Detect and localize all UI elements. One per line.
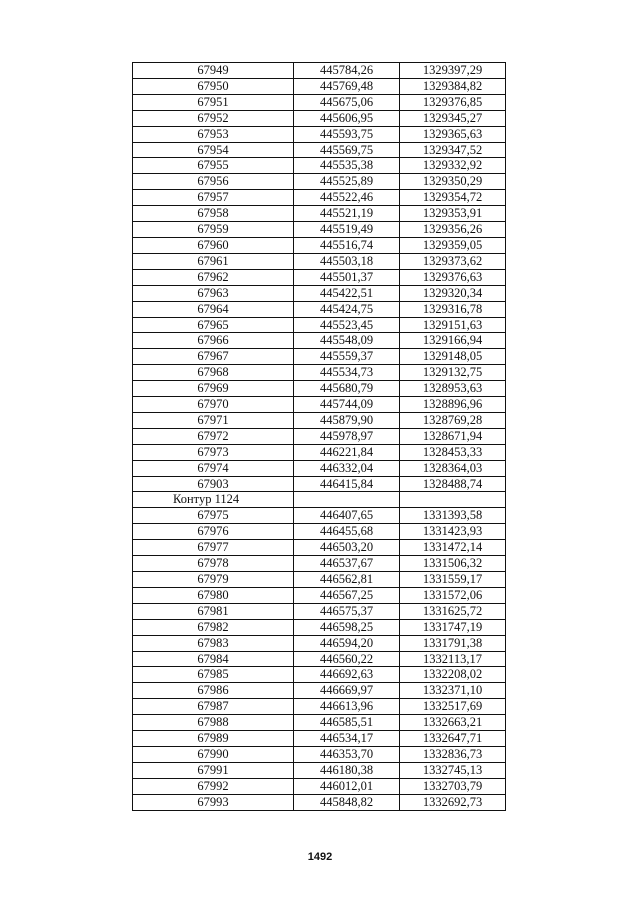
table-row xyxy=(133,762,506,778)
y-coordinate-cell: 1332692,73 xyxy=(400,794,506,810)
x-coordinate-cell: 445525,89 xyxy=(294,174,400,190)
table-row xyxy=(133,603,506,619)
y-coordinate-cell: 1331747,19 xyxy=(400,619,506,635)
table-row xyxy=(133,78,506,94)
table-row xyxy=(133,715,506,731)
y-coordinate-cell: 1329365,63 xyxy=(400,126,506,142)
x-coordinate-cell: 445503,18 xyxy=(294,253,400,269)
x-coordinate-cell: 445424,75 xyxy=(294,301,400,317)
x-coordinate-cell: 445675,06 xyxy=(294,94,400,110)
table-row xyxy=(133,142,506,158)
y-coordinate-cell: 1329350,29 xyxy=(400,174,506,190)
x-coordinate-cell: 446415,84 xyxy=(294,476,400,492)
point-id-cell: 67970 xyxy=(133,397,294,413)
y-coordinate-cell: 1329397,29 xyxy=(400,63,506,79)
y-coordinate-cell: 1332836,73 xyxy=(400,746,506,762)
y-coordinate-cell: 1329376,85 xyxy=(400,94,506,110)
x-coordinate-cell xyxy=(294,492,400,508)
y-coordinate-cell: 1331572,06 xyxy=(400,587,506,603)
point-id-cell: 67949 xyxy=(133,63,294,79)
x-coordinate-cell: 445534,73 xyxy=(294,365,400,381)
y-coordinate-cell: 1329316,78 xyxy=(400,301,506,317)
x-coordinate-cell: 446221,84 xyxy=(294,444,400,460)
table-row xyxy=(133,540,506,556)
y-coordinate-cell: 1332371,10 xyxy=(400,683,506,699)
y-coordinate-cell: 1329320,34 xyxy=(400,285,506,301)
table-row xyxy=(133,126,506,142)
point-id-cell: 67967 xyxy=(133,349,294,365)
point-id-cell: 67988 xyxy=(133,715,294,731)
y-coordinate-cell: 1331506,32 xyxy=(400,556,506,572)
x-coordinate-cell: 446012,01 xyxy=(294,778,400,794)
y-coordinate-cell: 1331472,14 xyxy=(400,540,506,556)
point-id-cell: 67953 xyxy=(133,126,294,142)
table-row xyxy=(133,731,506,747)
table-row xyxy=(133,572,506,588)
point-id-cell: 67972 xyxy=(133,428,294,444)
point-id-cell: 67981 xyxy=(133,603,294,619)
table-row xyxy=(133,397,506,413)
point-id-cell: 67993 xyxy=(133,794,294,810)
x-coordinate-cell: 445516,74 xyxy=(294,237,400,253)
point-id-cell: 67971 xyxy=(133,412,294,428)
table-row xyxy=(133,794,506,810)
table-row xyxy=(133,444,506,460)
x-coordinate-cell: 446598,25 xyxy=(294,619,400,635)
x-coordinate-cell: 445769,48 xyxy=(294,78,400,94)
point-id-cell: 67952 xyxy=(133,110,294,126)
y-coordinate-cell: 1332208,02 xyxy=(400,667,506,683)
y-coordinate-cell: 1328953,63 xyxy=(400,381,506,397)
y-coordinate-cell: 1329356,26 xyxy=(400,222,506,238)
x-coordinate-cell: 446594,20 xyxy=(294,635,400,651)
y-coordinate-cell: 1329148,05 xyxy=(400,349,506,365)
point-id-cell: 67987 xyxy=(133,699,294,715)
y-coordinate-cell: 1329376,63 xyxy=(400,269,506,285)
table-row xyxy=(133,556,506,572)
point-id-cell: 67957 xyxy=(133,190,294,206)
y-coordinate-cell: 1332517,69 xyxy=(400,699,506,715)
table-row xyxy=(133,460,506,476)
y-coordinate-cell: 1329373,62 xyxy=(400,253,506,269)
x-coordinate-cell: 446575,37 xyxy=(294,603,400,619)
x-coordinate-cell: 445422,51 xyxy=(294,285,400,301)
y-coordinate-cell: 1328488,74 xyxy=(400,476,506,492)
x-coordinate-cell: 446560,22 xyxy=(294,651,400,667)
point-id-cell: 67980 xyxy=(133,587,294,603)
y-coordinate-cell: 1329347,52 xyxy=(400,142,506,158)
x-coordinate-cell: 446407,65 xyxy=(294,508,400,524)
point-id-cell: 67991 xyxy=(133,762,294,778)
table-row xyxy=(133,190,506,206)
x-coordinate-cell: 446585,51 xyxy=(294,715,400,731)
x-coordinate-cell: 446562,81 xyxy=(294,572,400,588)
y-coordinate-cell: 1329166,94 xyxy=(400,333,506,349)
point-id-cell: 67959 xyxy=(133,222,294,238)
table-row xyxy=(133,317,506,333)
x-coordinate-cell: 445521,19 xyxy=(294,206,400,222)
coordinates-table xyxy=(132,62,506,811)
table-row xyxy=(133,508,506,524)
point-id-cell: 67955 xyxy=(133,158,294,174)
point-id-cell: 67977 xyxy=(133,540,294,556)
y-coordinate-cell: 1329132,75 xyxy=(400,365,506,381)
table-row xyxy=(133,651,506,667)
x-coordinate-cell: 445879,90 xyxy=(294,412,400,428)
table-row xyxy=(133,428,506,444)
x-coordinate-cell: 446503,20 xyxy=(294,540,400,556)
point-id-cell: 67950 xyxy=(133,78,294,94)
point-id-cell: 67963 xyxy=(133,285,294,301)
point-id-cell: 67968 xyxy=(133,365,294,381)
y-coordinate-cell: 1331393,58 xyxy=(400,508,506,524)
point-id-cell: 67979 xyxy=(133,572,294,588)
table-row xyxy=(133,285,506,301)
page-number: 1492 xyxy=(307,851,333,863)
x-coordinate-cell: 445523,45 xyxy=(294,317,400,333)
y-coordinate-cell xyxy=(400,492,506,508)
point-id-cell: 67986 xyxy=(133,683,294,699)
point-id-cell: 67982 xyxy=(133,619,294,635)
point-id-cell: 67969 xyxy=(133,381,294,397)
x-coordinate-cell: 445606,95 xyxy=(294,110,400,126)
table-row xyxy=(133,412,506,428)
table-row xyxy=(133,301,506,317)
point-id-cell: 67974 xyxy=(133,460,294,476)
y-coordinate-cell: 1329332,92 xyxy=(400,158,506,174)
y-coordinate-cell: 1329354,72 xyxy=(400,190,506,206)
table-row xyxy=(133,158,506,174)
point-id-cell: 67961 xyxy=(133,253,294,269)
point-id-cell: 67989 xyxy=(133,731,294,747)
x-coordinate-cell: 445548,09 xyxy=(294,333,400,349)
x-coordinate-cell: 446537,67 xyxy=(294,556,400,572)
x-coordinate-cell: 446669,97 xyxy=(294,683,400,699)
x-coordinate-cell: 445848,82 xyxy=(294,794,400,810)
y-coordinate-cell: 1331625,72 xyxy=(400,603,506,619)
point-id-cell: 67984 xyxy=(133,651,294,667)
table-row xyxy=(133,667,506,683)
table-row xyxy=(133,619,506,635)
x-coordinate-cell: 445744,09 xyxy=(294,397,400,413)
table-row xyxy=(133,381,506,397)
point-id-cell: 67975 xyxy=(133,508,294,524)
x-coordinate-cell: 445978,97 xyxy=(294,428,400,444)
table-row xyxy=(133,174,506,190)
x-coordinate-cell: 446455,68 xyxy=(294,524,400,540)
y-coordinate-cell: 1332703,79 xyxy=(400,778,506,794)
y-coordinate-cell: 1329359,05 xyxy=(400,237,506,253)
point-id-cell: 67962 xyxy=(133,269,294,285)
point-id-cell: 67951 xyxy=(133,94,294,110)
y-coordinate-cell: 1331791,38 xyxy=(400,635,506,651)
y-coordinate-cell: 1331423,93 xyxy=(400,524,506,540)
table-row xyxy=(133,778,506,794)
y-coordinate-cell: 1332663,21 xyxy=(400,715,506,731)
coordinates-table-body xyxy=(133,63,506,811)
x-coordinate-cell: 445535,38 xyxy=(294,158,400,174)
x-coordinate-cell: 445522,46 xyxy=(294,190,400,206)
y-coordinate-cell: 1332745,13 xyxy=(400,762,506,778)
y-coordinate-cell: 1328769,28 xyxy=(400,412,506,428)
table-row xyxy=(133,476,506,492)
point-id-cell: 67903 xyxy=(133,476,294,492)
point-id-cell: 67958 xyxy=(133,206,294,222)
table-row xyxy=(133,253,506,269)
table-row xyxy=(133,699,506,715)
x-coordinate-cell: 445559,37 xyxy=(294,349,400,365)
point-id-cell: 67983 xyxy=(133,635,294,651)
point-id-cell: 67973 xyxy=(133,444,294,460)
x-coordinate-cell: 446692,63 xyxy=(294,667,400,683)
y-coordinate-cell: 1328453,33 xyxy=(400,444,506,460)
table-row xyxy=(133,683,506,699)
contour-label-cell: Контур 1124 xyxy=(133,492,294,508)
table-row xyxy=(133,63,506,79)
y-coordinate-cell: 1329345,27 xyxy=(400,110,506,126)
table-row xyxy=(133,746,506,762)
x-coordinate-cell: 445519,49 xyxy=(294,222,400,238)
point-id-cell: 67976 xyxy=(133,524,294,540)
x-coordinate-cell: 446332,04 xyxy=(294,460,400,476)
y-coordinate-cell: 1328671,94 xyxy=(400,428,506,444)
table-row xyxy=(133,269,506,285)
x-coordinate-cell: 445593,75 xyxy=(294,126,400,142)
point-id-cell: 67965 xyxy=(133,317,294,333)
x-coordinate-cell: 446353,70 xyxy=(294,746,400,762)
table-row xyxy=(133,222,506,238)
table-row xyxy=(133,524,506,540)
table-row xyxy=(133,206,506,222)
point-id-cell: 67954 xyxy=(133,142,294,158)
point-id-cell: 67956 xyxy=(133,174,294,190)
y-coordinate-cell: 1331559,17 xyxy=(400,572,506,588)
x-coordinate-cell: 446613,96 xyxy=(294,699,400,715)
y-coordinate-cell: 1332647,71 xyxy=(400,731,506,747)
y-coordinate-cell: 1329384,82 xyxy=(400,78,506,94)
table-row xyxy=(133,349,506,365)
point-id-cell: 67964 xyxy=(133,301,294,317)
y-coordinate-cell: 1328896,96 xyxy=(400,397,506,413)
x-coordinate-cell: 445680,79 xyxy=(294,381,400,397)
point-id-cell: 67985 xyxy=(133,667,294,683)
x-coordinate-cell: 445784,26 xyxy=(294,63,400,79)
x-coordinate-cell: 445569,75 xyxy=(294,142,400,158)
point-id-cell: 67960 xyxy=(133,237,294,253)
table-row xyxy=(133,365,506,381)
table-row xyxy=(133,333,506,349)
table-row xyxy=(133,635,506,651)
x-coordinate-cell: 445501,37 xyxy=(294,269,400,285)
table-row xyxy=(133,237,506,253)
y-coordinate-cell: 1332113,17 xyxy=(400,651,506,667)
point-id-cell: 67990 xyxy=(133,746,294,762)
x-coordinate-cell: 446567,25 xyxy=(294,587,400,603)
x-coordinate-cell: 446180,38 xyxy=(294,762,400,778)
y-coordinate-cell: 1329353,91 xyxy=(400,206,506,222)
point-id-cell: 67978 xyxy=(133,556,294,572)
table-row xyxy=(133,94,506,110)
table-row xyxy=(133,110,506,126)
point-id-cell: 67966 xyxy=(133,333,294,349)
y-coordinate-cell: 1329151,63 xyxy=(400,317,506,333)
table-row xyxy=(133,587,506,603)
table-row xyxy=(133,492,506,508)
x-coordinate-cell: 446534,17 xyxy=(294,731,400,747)
y-coordinate-cell: 1328364,03 xyxy=(400,460,506,476)
point-id-cell: 67992 xyxy=(133,778,294,794)
